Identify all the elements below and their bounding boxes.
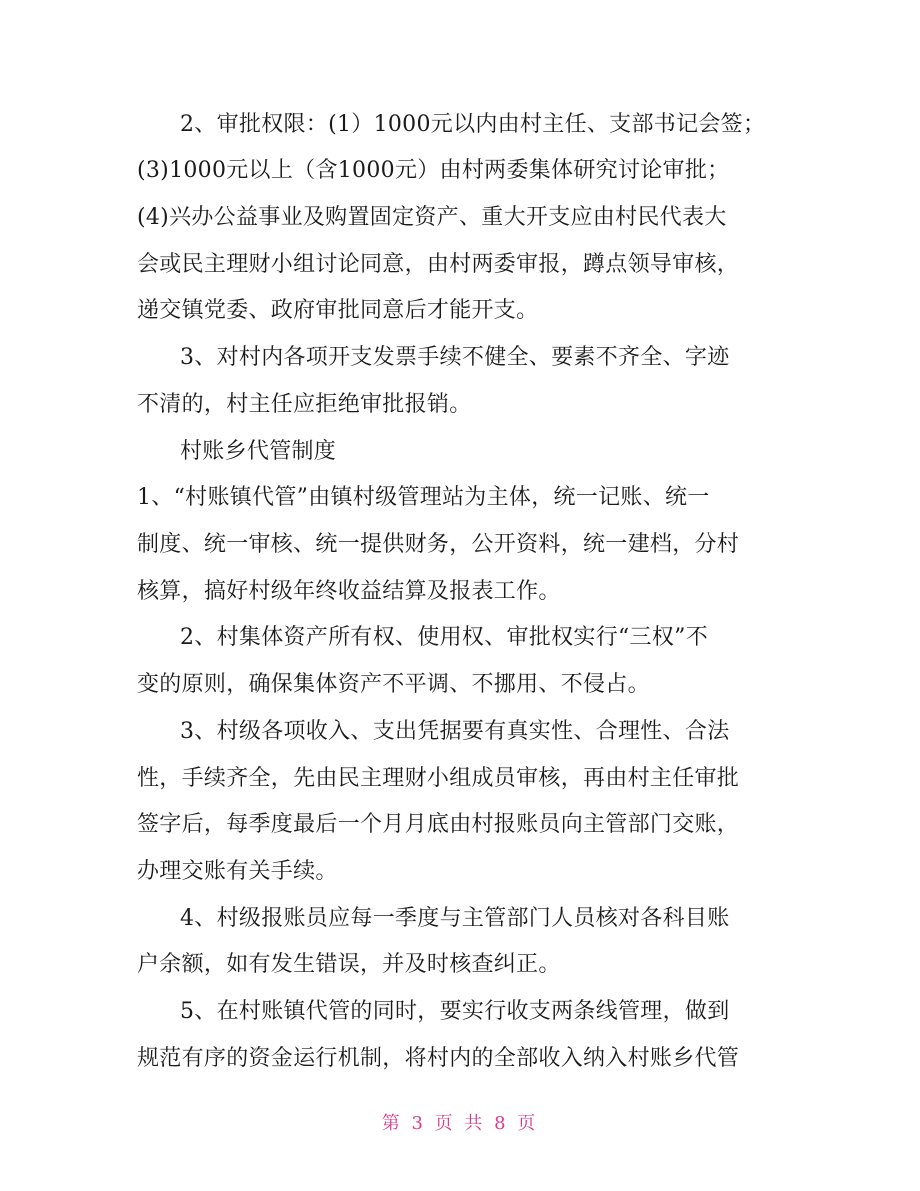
- text-line-19: 户余额，如有发生错误，并及时核查纠正。: [137, 952, 561, 977]
- text-line-7: 不清的，村主任应拒绝审批报销。: [137, 392, 472, 417]
- text-line-21: 规范有序的资金运行机制，将村内的全部收入纳入村账乡代管: [137, 1046, 740, 1071]
- text-line-11: 核算，搞好村级年终收益结算及报表工作。: [137, 579, 561, 604]
- text-line-15: 性，手续齐全，先由民主理财小组成员审核，再由村主任审批: [137, 766, 740, 791]
- text-line-6: 3、对村内各项开支发票手续不健全、要素不齐全、字迹: [180, 345, 730, 370]
- section-heading: 村账乡代管制度: [180, 439, 337, 464]
- text-line-16: 签字后，每季度最后一个月月底由村报账员向主管部门交账，: [137, 812, 740, 837]
- page-number-footer: 第 3 页 共 8 页: [381, 1113, 539, 1134]
- text-line-18: 4、村级报账员应每一季度与主管部门人员核对各科目账: [180, 906, 730, 931]
- text-line-13: 变的原则，确保集体资产不平调、不挪用、不侵占。: [137, 672, 650, 697]
- text-line-12: 2、村集体资产所有权、使用权、审批权实行“三权”不: [180, 625, 708, 650]
- text-line-10: 制度、统一审核、统一提供财务，公开资料，统一建档，分村: [137, 532, 740, 557]
- text-line-17: 办理交账有关手续。: [137, 859, 338, 884]
- text-line-2: (3)1000元以上（含1000元）由村两委集体研究讨论审批；: [137, 158, 730, 183]
- text-line-9: 1、“村账镇代管”由镇村级管理站为主体，统一记账、统一: [137, 485, 710, 510]
- text-line-5: 递交镇党委、政府审批同意后才能开支。: [137, 298, 539, 323]
- text-line-14: 3、村级各项收入、支出凭据要有真实性、合理性、合法: [180, 719, 730, 744]
- text-line-4: 会或民主理财小组讨论同意，由村两委审报，蹲点领导审核，: [137, 252, 740, 277]
- text-line-3: (4)兴办公益事业及购置固定资产、重大开支应由村民代表大: [137, 205, 727, 230]
- text-line-1: 2、审批权限：(1）1000元以内由村主任、支部书记会签；: [180, 112, 766, 137]
- text-line-20: 5、在村账镇代管的同时，要实行收支两条线管理，做到: [180, 999, 730, 1024]
